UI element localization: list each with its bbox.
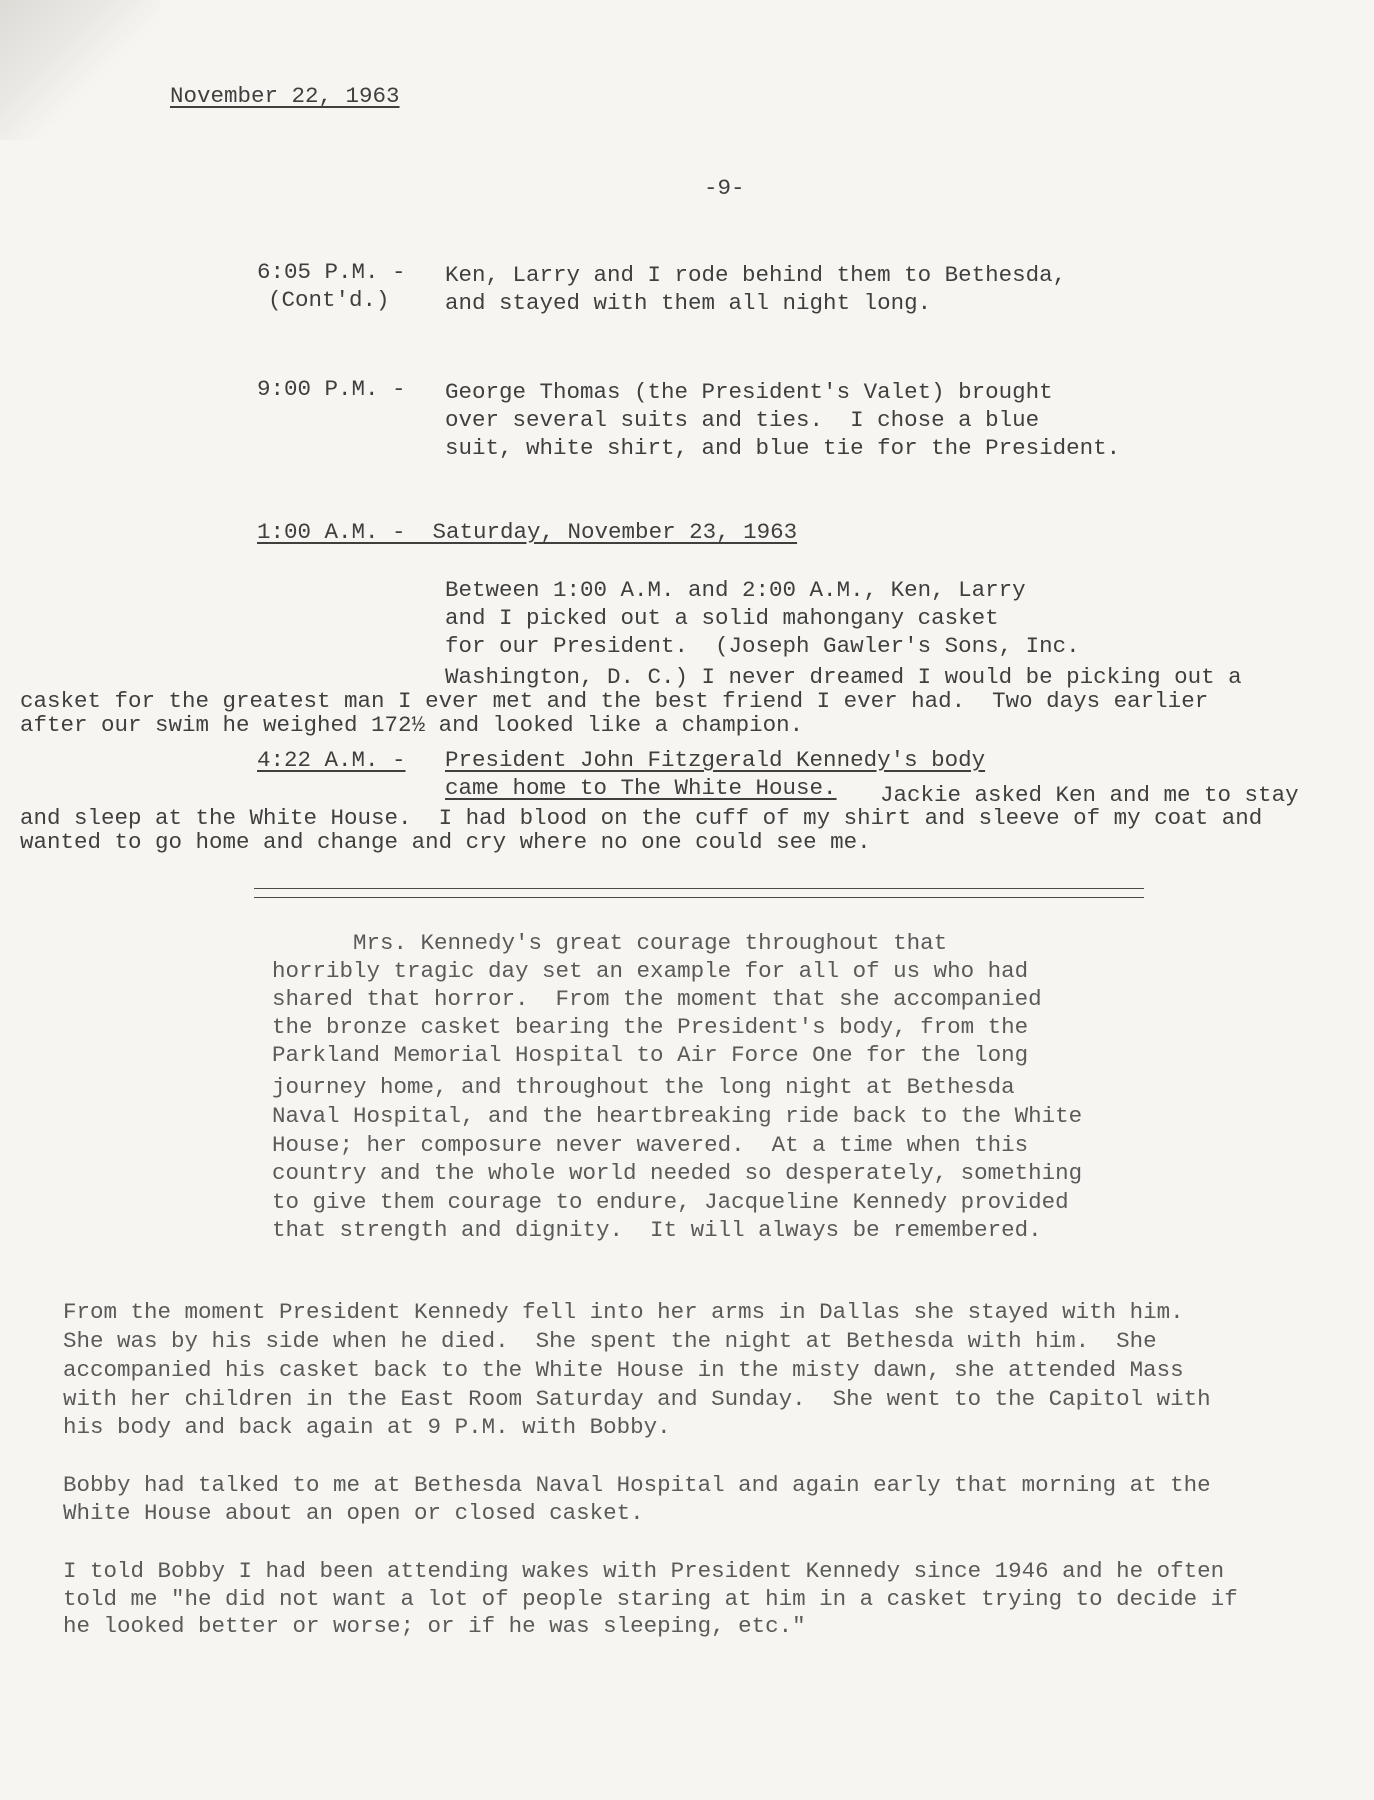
closing-p2-line-2: White House about an open or closed casket. [63,1500,644,1526]
tribute-line-7: Naval Hospital, and the heartbreaking ride back to the White [272,1103,1083,1129]
entry-422-line-2: came home to The White House. [445,775,837,801]
closing-p1-line-3: accompanied his casket back to the White House in the misty dawn, she attended Mass [63,1357,1184,1383]
tribute-line-3: shared that horror. From the moment that she accompanied [272,986,1042,1012]
entry-422-line-2-rest: Jackie asked Ken and me to stay [880,782,1299,808]
entry-605-line-1: Ken, Larry and I rode behind them to Bethesda, [445,262,1067,288]
tribute-line-9: country and the whole world needed so desperately, something [272,1160,1083,1186]
tribute-line-2: horribly tragic day set an example for all of us who had [272,958,1029,984]
tribute-line-4: the bronze casket bearing the President's body, from the [272,1014,1029,1040]
section-rule-top [254,888,1144,889]
entry-900-line-1: George Thomas (the President's Valet) brought [445,379,1053,405]
time-605-cont: (Cont'd.) [268,287,390,313]
closing-p1-line-2: She was by his side when he died. She spent the night at Bethesda with him. She [63,1328,1157,1354]
tribute-line-11: that strength and dignity. It will always be remembered. [272,1217,1042,1243]
section-rule-bottom [254,897,1144,898]
time-605: 6:05 P.M. - [257,259,406,285]
entry-422-line-1: President John Fitzgerald Kennedy's body [445,747,986,773]
entry-900-line-2: over several suits and ties. I chose a blue [445,407,1040,433]
entry-900-line-3: suit, white shirt, and blue tie for the President. [445,435,1121,461]
entry-100-line-4: Washington, D. C.) I never dreamed I would be picking out a [445,664,1242,690]
closing-p1-line-1: From the moment President Kennedy fell into her arms in Dallas she stayed with him. [63,1299,1184,1325]
closing-p3-line-1: I told Bobby I had been attending wakes with President Kennedy since 1946 and he often [63,1558,1225,1584]
page-number: -9- [704,175,745,201]
entry-422-wrap-1: and sleep at the White House. I had blood on the cuff of my shirt and sleeve of my coat and [20,805,1263,831]
closing-p3-line-2: told me "he did not want a lot of people staring at him in a casket trying to decide if [63,1586,1238,1612]
document-date: November 22, 1963 [170,83,400,109]
closing-p1-line-5: his body and back again at 9 P.M. with Bobby. [63,1414,671,1440]
entry-100-line-3: for our President. (Joseph Gawler's Sons, Inc. [445,633,1080,659]
tribute-line-6: journey home, and throughout the long night at Bethesda [272,1074,1015,1100]
entry-100-line-1: Between 1:00 A.M. and 2:00 A.M., Ken, Larry [445,577,1026,603]
tribute-line-1: Mrs. Kennedy's great courage throughout that [272,930,948,956]
tribute-line-8: House; her composure never wavered. At a time when this [272,1132,1029,1158]
entry-100-wrap-1: casket for the greatest man I ever met and the best friend I ever had. Two days earlier [20,688,1209,714]
entry-100-line-2: and I picked out a solid mahongany casket [445,605,999,631]
tribute-line-10: to give them courage to endure, Jacqueline Kennedy provided [272,1189,1069,1215]
time-900: 9:00 P.M. - [257,376,406,402]
tribute-line-5: Parkland Memorial Hospital to Air Force One for the long [272,1042,1029,1068]
entry-100-wrap-2: after our swim he weighed 172½ and looked like a champion. [20,712,804,738]
time-422: 4:22 A.M. - [257,747,406,773]
closing-p2-line-1: Bobby had talked to me at Bethesda Naval Hospital and again early that morning at the [63,1472,1211,1498]
closing-p1-line-4: with her children in the East Room Saturday and Sunday. She went to the Capitol with [63,1386,1211,1412]
closing-p3-line-3: he looked better or worse; or if he was sleeping, etc." [63,1613,806,1639]
entry-605-line-2: and stayed with them all night long. [445,290,932,316]
entry-422-wrap-2: wanted to go home and change and cry where no one could see me. [20,829,871,855]
entry-100-heading: 1:00 A.M. - Saturday, November 23, 1963 [257,519,798,545]
